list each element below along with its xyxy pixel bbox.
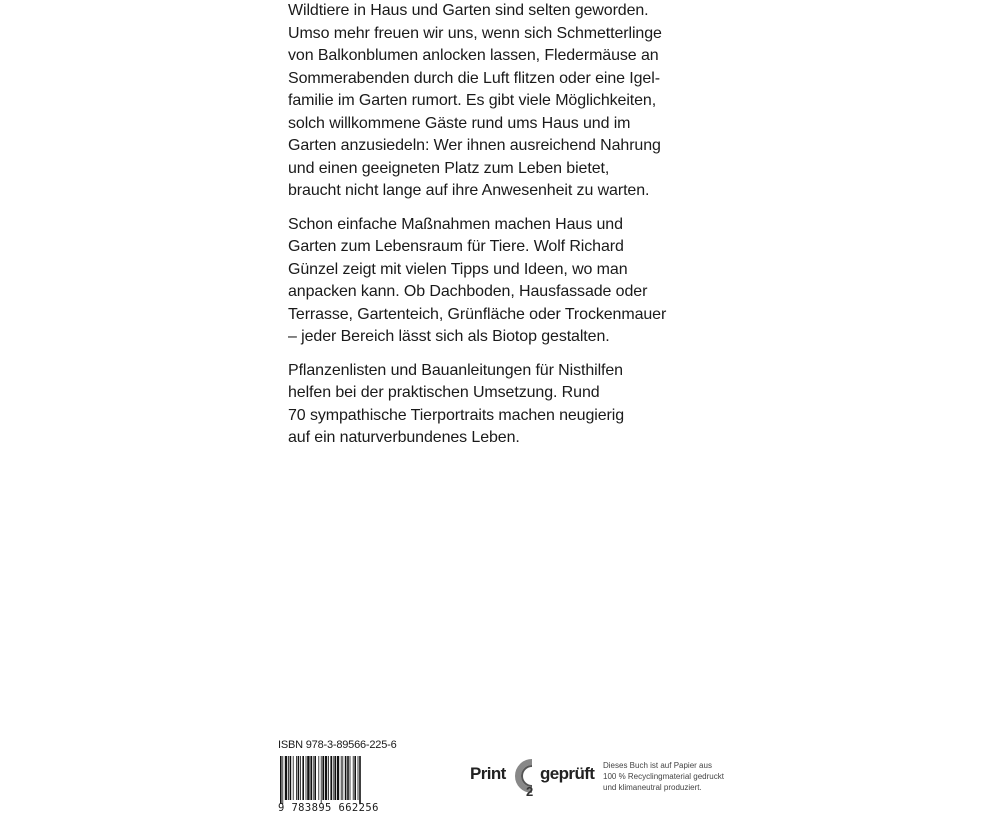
blurb-paragraph-1 (288, 0, 688, 203)
blurb-line: und einen geeigneten Platz zum Leben bietet, (288, 159, 610, 177)
blurb-line: Umso mehr freuen wir uns, wenn sich Schmetterlinge (288, 24, 662, 42)
blurb-line: Schon einfache Maßnahmen machen Haus und (288, 215, 623, 233)
logo-word-geprueft: geprüft (540, 764, 595, 783)
barcode (278, 756, 390, 814)
blurb-line: Terrasse, Gartenteich, Grünfläche oder Trockenmauer (288, 305, 667, 323)
barcode-bars (278, 756, 390, 804)
eco-note-line: und klimaneutral produziert. (603, 783, 702, 792)
blurb-line: braucht nicht lange auf ihre Anwesenheit zu warten. (288, 182, 650, 199)
eco-note-line: 100 % Recyclingmaterial gedruckt (603, 772, 724, 781)
blurb-line: Pflanzenlisten und Bauanleitungen für Nisthilfen (288, 361, 623, 379)
blurb-paragraph-3 (288, 360, 688, 450)
blurb-line: helfen bei der praktischen Umsetzung. Rund (288, 384, 600, 401)
co2-icon (506, 754, 542, 798)
blurb-line: von Balkonblumen anlocken lassen, Fledermäuse an (288, 47, 659, 64)
logo-word-print: Print (470, 764, 506, 783)
svg-text:2: 2 (526, 784, 534, 798)
blurb-line: 70 sympathische Tierportraits machen neugierig (288, 406, 625, 424)
isbn-label: ISBN 978-3-89566-225-6 (278, 739, 397, 751)
blurb-line: Wildtiere in Haus und Garten sind selten geworden. (288, 2, 649, 19)
blurb-paragraph-2 (288, 214, 688, 349)
eco-note (603, 760, 763, 793)
blurb-line: Günzel zeigt mit vielen Tipps und Ideen, wo man (288, 260, 628, 278)
blurb-line: solch willkommene Gäste rund ums Haus und im (288, 114, 631, 132)
print-co2-geprueft-logo (470, 754, 595, 798)
blurb-line: Sommerabenden durch die Luft flitzen oder eine Igel- (288, 69, 660, 87)
barcode-digits: 9 783895 662256 (278, 802, 379, 814)
back-cover-blurb (288, 0, 688, 461)
blurb-line: familie im Garten rumort. Es gibt viele Möglichkeiten, (288, 92, 657, 109)
blurb-line: – jeder Bereich lässt sich als Biotop gestalten. (288, 328, 610, 345)
blurb-line: anpacken kann. Ob Dachboden, Hausfassade oder (288, 283, 648, 300)
isbn-block (278, 738, 408, 814)
eco-note-line: Dieses Buch ist auf Papier aus (603, 761, 712, 770)
blurb-line: auf ein naturverbundenes Leben. (288, 429, 520, 446)
blurb-line: Garten zum Lebensraum für Tiere. Wolf Richard (288, 238, 624, 255)
blurb-line: Garten anzusiedeln: Wer ihnen ausreichend Nahrung (288, 137, 661, 154)
